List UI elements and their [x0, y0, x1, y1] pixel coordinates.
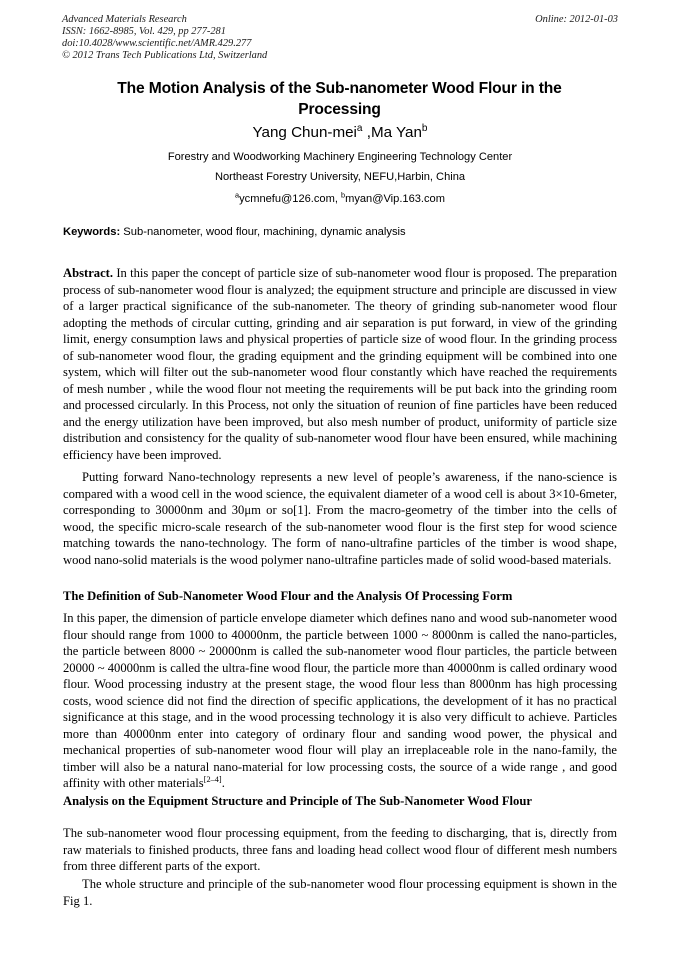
section-heading-definition: The Definition of Sub-Nanometer Wood Flour and the Analysis Of Processing Form	[63, 589, 513, 603]
nano-technology-paragraph: Putting forward Nano-technology represents a new level of people’s awareness, if the nano-science is compared with a wood cell in the wood science, the equivalent diameter of a wood cell is about 3×10-6meter, corresponding to 30000nm and 30μm or so[1]. From the macro-geometry of the timber into the cells of wood, the specific micro-scale research of the sub-nanometer wood flour is the first step for wood science matching towards the nano-technology. The form of nano-ultrafine particles of the timber is wood shape, wood nano-solid materials is the wood polymer nano-ultrafine particles made of solid wood-based materials.	[63, 470, 617, 567]
keywords-line	[63, 225, 619, 239]
online-date: Online: 2012-01-03	[535, 14, 618, 25]
email-2[interactable]: myan@Vip.163.com	[345, 193, 445, 205]
affiliation-line-1: Forestry and Woodworking Machinery Engineering Technology Center	[167, 151, 513, 163]
author-1-affiliation-mark: a	[356, 122, 363, 134]
journal-doi: doi:10.4028/www.scientific.net/AMR.429.277	[62, 37, 252, 49]
equipment-paragraph: The sub-nanometer wood flour processing equipment, from the feeding to discharging, that is, directly from raw materials to finished products, three fans and loading head collect wood flour of different mesh numbers from three different parts of the export.	[63, 826, 617, 874]
affiliation-line-2: Northeast Forestry University, NEFU,Harbin, China	[214, 171, 466, 183]
author-emails	[60, 192, 620, 207]
keywords-value: Sub-nanometer, wood flour, machining, dynamic analysis	[120, 226, 406, 238]
journal-name: Advanced Materials Research	[62, 14, 187, 25]
journal-name-row	[62, 14, 618, 26]
email-1[interactable]: ycmnefu@126.com,	[239, 193, 342, 205]
section-heading-equipment: Analysis on the Equipment Structure and Principle of The Sub-Nanometer Wood Flour	[63, 794, 532, 808]
email-1-mark: a	[235, 190, 240, 200]
email-2-mark: b	[341, 190, 346, 200]
definition-text-end: .	[221, 776, 225, 791]
journal-issn: ISSN: 1662-8985, Vol. 429, pp 277-281	[62, 25, 226, 37]
definition-text: In this paper, the dimension of particle envelope diameter which defines nano and wood sub-nanometer wood flour should range from 1000 to 40000nm, the particle between 1000 ~ 8000nm is called the nano-particles, the particle between 8000 ~ 20000nm is called the sub-nanometer wood flour particles, the particle between 20000 ~ 40000nm is called the ultra-fine wood flour, the particle more than 40000nm is called ordinary wood flour. Wood processing industry at the present stage, the wood flour less than 8000nm has high processing costs, wood science did not find the direction of specific applications, the development of it has no practical significance at this stage, and in the wood processing technology it is also very difficult to achieve. Particles more than 40000nm enter into category of ordinary flour and sanding wood power, the physical and mechanical properties of sub-nanometer wood flour will play an irreplaceable role in the nano-family, the timber will also be a natural nano-material for low processing costs, the source of a wide range , and good affinity with other materials	[63, 611, 617, 791]
abstract-text: In this paper the concept of particle size of sub-nanometer wood flour is proposed. The preparation process of sub-nanometer wood flour is analyzed; the equipment structure and principle are discussed in view of a larger practical significance of the sub-nanometer. The theory of grinding sub-nanometer wood flour adopting the methods of circular cutting, grinding and air separation is put forward, in view of the grinding limit, energy consumption laws and physical properties of particle size of wood flour. In the grinding process of sub-nanometer wood flour, the grading equipment and the grinding equipment will be combined into one system, which will filter out the sub-nanometer wood flour constantly which have reached the requirements of mesh number , while the wood flour not meeting the requirements will be put back into the grinding room and processed circularly. In this Process, not only the situation of reunion of fine particles have been reduced and the energy utilization have been improved, but also mesh number of product, uniformity of particle size distribution and consistency for the quality of sub-nanometer wood flour have been ensured, while machining efficiency have been improved.	[63, 266, 617, 463]
figure-reference-paragraph: The whole structure and principle of the sub-nanometer wood flour processing equipment is shown in the Fig 1.	[63, 877, 617, 908]
journal-copyright: © 2012 Trans Tech Publications Ltd, Switzerland	[62, 49, 268, 61]
author-separator: ,	[362, 124, 371, 141]
definition-paragraph	[63, 610, 617, 792]
author-line	[60, 123, 620, 143]
journal-header	[62, 14, 618, 62]
definition-citation: [2–4]	[203, 775, 222, 785]
keywords-label: Keywords:	[63, 226, 121, 238]
article-title: The Motion Analysis of the Sub-nanometer Wood Flour in the Processing	[117, 80, 562, 118]
author-1-name: Yang Chun-mei	[252, 124, 357, 141]
abstract-label: Abstract.	[63, 266, 114, 280]
author-2-affiliation-mark: b	[421, 122, 428, 134]
author-2-name: Ma Yan	[370, 124, 422, 141]
abstract-paragraph	[63, 265, 617, 464]
